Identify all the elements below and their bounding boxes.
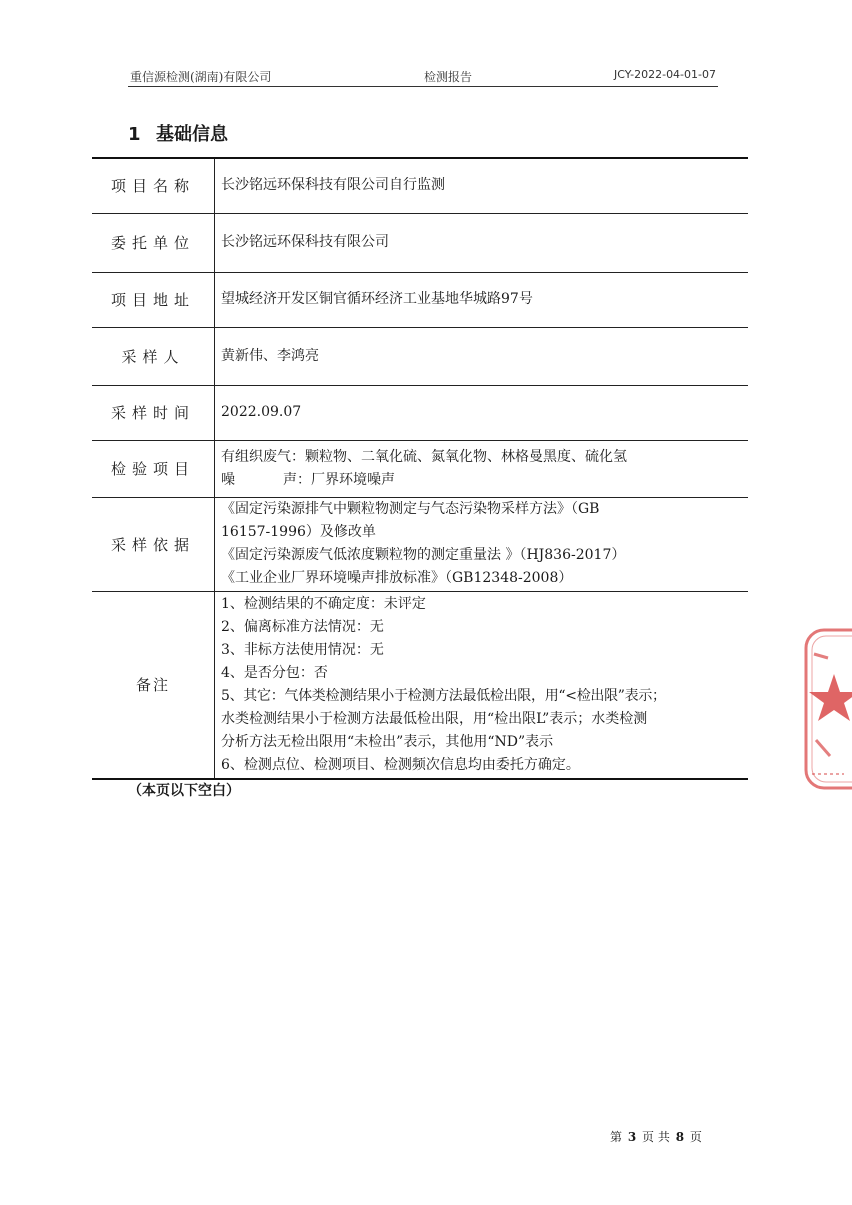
table-row	[92, 272, 748, 327]
basic-info-table	[92, 157, 748, 780]
address-label: 项目地址	[92, 272, 215, 327]
page-current: 3	[627, 1130, 637, 1144]
address-value: 望城经济开发区铜官循环经济工业基地华城路97号	[215, 272, 749, 327]
remark-line: 3、非标方法使用情况：无	[221, 641, 384, 658]
test-items-line	[221, 469, 748, 492]
test-items-value	[215, 440, 749, 497]
remark-line: 4、是否分包：否	[221, 664, 328, 681]
remark-line: 5、其它：气体类检测结果小于检测方法最低检出限，用“<检出限”表示；	[221, 687, 666, 704]
seal-graphic	[804, 628, 852, 790]
basis-value	[215, 497, 749, 591]
sampling-time-label: 采样时间	[92, 385, 215, 440]
header-report-code: JCY-2022-04-01-07	[613, 68, 716, 81]
basis-line: 《固定污染源废气低浓度颗粒物的测定重量法 》（HJ836-2017）	[221, 547, 626, 563]
table-row	[92, 213, 748, 272]
page-total: 8	[675, 1130, 685, 1144]
basis-line: 《工业企业厂界环境噪声排放标准》（GB12348-2008）	[221, 570, 573, 586]
red-seal-stamp	[804, 628, 852, 790]
page-header	[128, 66, 718, 87]
basis-label: 采样依据	[92, 497, 215, 591]
test-items-label: 检验项目	[92, 440, 215, 497]
project-name-value: 长沙铭远环保科技有限公司自行监测	[215, 158, 749, 213]
remarks-value	[215, 591, 749, 779]
remark-line: 2、偏离标准方法情况：无	[221, 618, 384, 635]
page-middle: 页 共	[642, 1130, 670, 1144]
noise-text: 声：厂界环境噪声	[283, 471, 395, 488]
table-row	[92, 385, 748, 440]
client-label: 委托单位	[92, 213, 215, 272]
page-number	[610, 1128, 702, 1145]
header-title: 检测报告	[424, 70, 473, 84]
remarks-label: 备注	[92, 591, 215, 779]
sampling-time-value: 2022.09.07	[215, 385, 749, 440]
remark-line: 1、检测结果的不确定度：未评定	[221, 595, 426, 612]
table-row	[92, 497, 748, 591]
remark-line: 分析方法无检出限用“未检出”表示，其他用“ND”表示	[221, 733, 554, 750]
header-company: 重信源检测(湖南)有限公司	[130, 70, 272, 84]
table-row	[92, 327, 748, 385]
table-row	[92, 591, 748, 779]
remark-line: 水类检测结果小于检测方法最低检出限，用“检出限L”表示；水类检测	[221, 710, 648, 727]
table-row	[92, 158, 748, 213]
sampler-label: 采样人	[92, 327, 215, 385]
test-items-line: 有组织废气：颗粒物、二氧化硫、氮氧化物、林格曼黑度、硫化氢	[221, 448, 627, 465]
section-heading: 基础信息	[156, 124, 228, 145]
sampler-value: 黄新伟、李鸿亮	[215, 327, 749, 385]
section-title	[128, 120, 228, 146]
noise-prefix: 噪	[221, 471, 235, 488]
basis-line: 《固定污染源排气中颗粒物测定与气态污染物采样方法》（GB	[221, 501, 600, 517]
basis-line: 16157-1996）及修改单	[221, 524, 376, 540]
project-name-label: 项目名称	[92, 158, 215, 213]
table-row	[92, 440, 748, 497]
section-number: 1	[128, 124, 141, 145]
blank-page-note: （本页以下空白）	[128, 783, 240, 799]
client-value: 长沙铭远环保科技有限公司	[215, 213, 749, 272]
page-prefix: 第	[610, 1130, 623, 1144]
remark-line: 6、检测点位、检测项目、检测频次信息均由委托方确定。	[221, 756, 580, 773]
page-suffix: 页	[689, 1130, 702, 1144]
